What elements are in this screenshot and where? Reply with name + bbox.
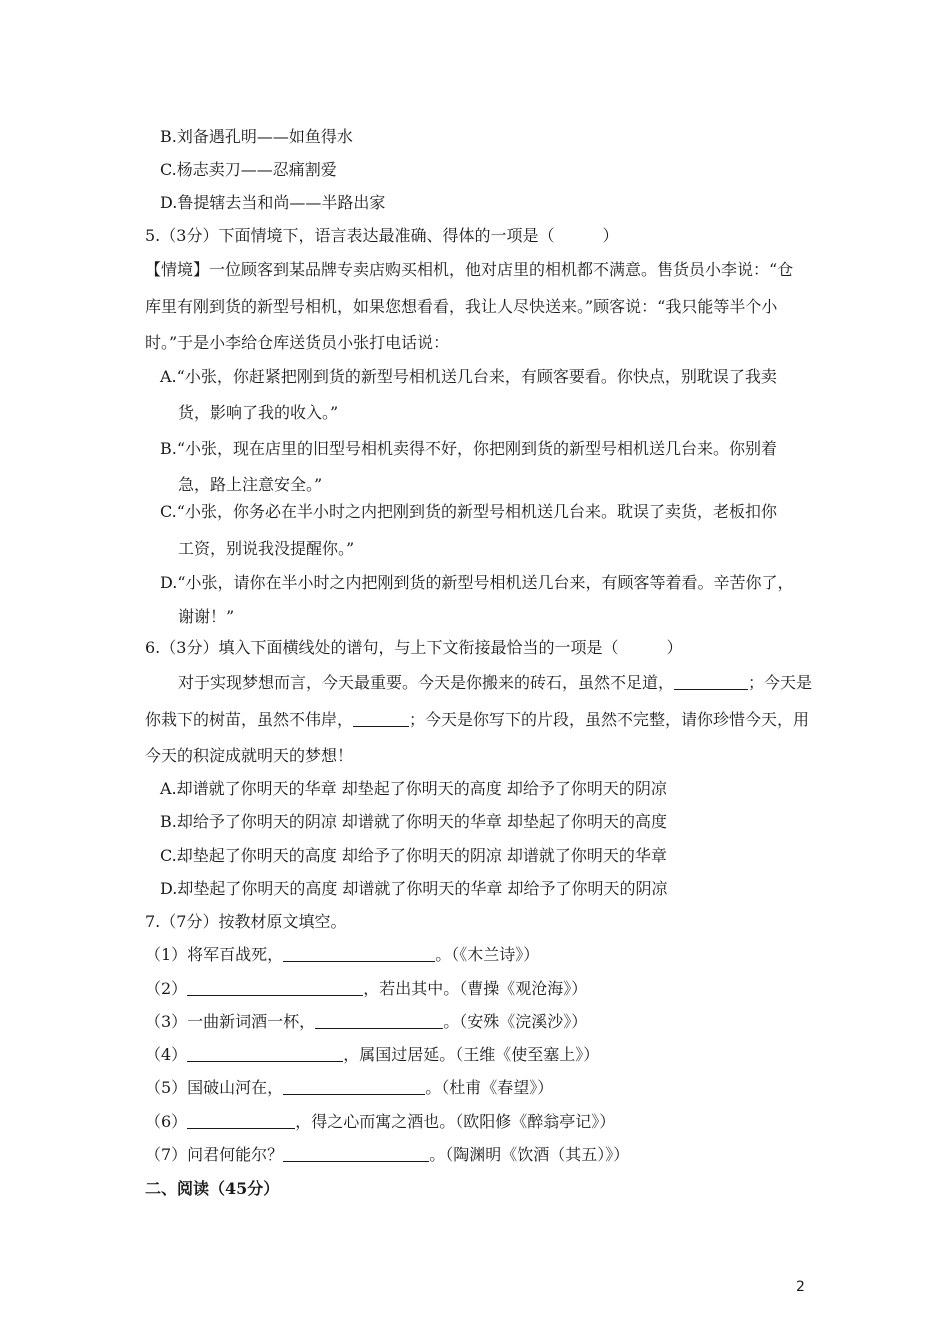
q6-blank-1[interactable]	[674, 673, 748, 690]
q7-item-1-suffix: 。（《木兰诗》）	[435, 945, 540, 964]
q7-item-6-prefix: （6）	[145, 1112, 188, 1131]
q7-item-2-blank[interactable]	[187, 979, 363, 996]
q7-item-4-suffix: ，属国过居延。（王维《使至塞上》）	[343, 1045, 600, 1064]
q6-passage-text-2b: ；今天是你写下的片段，虽然不完整，请你珍惜今天，用	[409, 710, 810, 729]
q6-blank-2[interactable]	[353, 710, 409, 727]
q6-passage-text-1a: 对于实现梦想而言，今天最重要。今天是你搬来的砖石，虽然不足道，	[178, 673, 675, 692]
q6-option-c: C.却垫起了你明天的高度 却给予了你明天的阴凉 却谱就了你明天的华章	[160, 846, 667, 865]
q7-item-7-blank[interactable]	[283, 1145, 429, 1162]
q4-option-b: B.刘备遇孔明——如鱼得水	[160, 127, 353, 146]
q7-item-2	[145, 978, 587, 1000]
q7-item-7-suffix: 。（陶渊明《饮酒（其五）》）	[429, 1145, 630, 1164]
q6-option-b: B.却给予了你明天的阴凉 却谱就了你明天的华章 却垫起了你明天的高度	[160, 812, 668, 831]
q4-option-c: C.杨志卖刀——忍痛割爱	[160, 160, 337, 179]
q5-context-line-3: 时。”于是小李给仓库送货员小张打电话说：	[145, 333, 450, 352]
q6-passage-line-2	[145, 709, 809, 731]
q7-item-1-blank[interactable]	[283, 945, 435, 962]
q5-stem: 5.（3分）下面情境下，语言表达最准确、得体的一项是（ ）	[145, 226, 619, 245]
q6-passage-line-3: 今天的积淀成就明天的梦想！	[145, 746, 354, 765]
q6-stem: 6.（3分）填入下面横线处的谱句，与上下文衔接最恰当的一项是（ ）	[145, 638, 683, 657]
q7-item-3-suffix: 。（安殊《浣溪沙》）	[443, 1012, 588, 1031]
q7-item-6-suffix: ，得之心而寓之酒也。（欧阳修《醉翁亭记》）	[295, 1112, 616, 1131]
q5-option-b-line-1: B.“小张，现在店里的旧型号相机卖得不好，你把刚到货的新型号相机送几台来。你别着	[160, 439, 778, 458]
q7-item-5-prefix: （5）国破山河在，	[145, 1078, 284, 1097]
q7-stem: 7.（7分）按教材原文填空。	[145, 912, 347, 931]
q6-passage-line-1	[178, 672, 812, 694]
q7-item-6	[145, 1111, 615, 1133]
q7-item-3-prefix: （3）一曲新词酒一杯，	[145, 1012, 316, 1031]
q5-option-d-line-1: D.“小张，请你在半小时之内把刚到货的新型号相机送几台来，有顾客等着看。辛苦你了，	[160, 573, 794, 592]
q5-option-a-line-2: 货，影响了我的收入。”	[178, 403, 339, 422]
q5-context-line-1: 【情境】一位顾客到某品牌专卖店购买相机，他对店里的相机都不满意。售货员小李说：“仓	[145, 260, 794, 279]
q7-item-1-prefix: （1）将军百战死，	[145, 945, 284, 964]
q7-item-3	[145, 1011, 587, 1033]
q6-option-a: A.却谱就了你明天的华章 却垫起了你明天的高度 却给予了你明天的阴凉	[160, 779, 667, 798]
q6-passage-text-2a: 你栽下的树苗，虽然不伟岸，	[145, 710, 354, 729]
q7-item-7-prefix: （7）问君何能尔？	[145, 1145, 284, 1164]
section-2-heading: 二、阅读（45分）	[145, 1179, 280, 1198]
q7-item-4-blank[interactable]	[187, 1045, 343, 1062]
q7-item-5-blank[interactable]	[283, 1078, 425, 1095]
q7-item-3-blank[interactable]	[315, 1012, 443, 1029]
q7-item-2-suffix: ，若出其中。（曹操《观沧海》）	[363, 979, 588, 998]
q5-option-b-line-2: 急，路上注意安全。”	[178, 475, 323, 494]
q7-item-5-suffix: 。（杜甫《春望》）	[425, 1078, 554, 1097]
q7-item-2-prefix: （2）	[145, 979, 188, 998]
q7-item-6-blank[interactable]	[187, 1112, 295, 1129]
q5-option-d-line-2: 谢谢！”	[178, 607, 235, 626]
q6-passage-text-1b: ；今天是	[748, 673, 813, 692]
q7-item-7	[145, 1144, 629, 1166]
page-number: 2	[796, 1279, 805, 1295]
q5-option-c-line-2: 工资，别说我没提醒你。”	[178, 539, 355, 558]
q6-option-d: D.却垫起了你明天的高度 却谱就了你明天的华章 却给予了你明天的阴凉	[160, 879, 668, 898]
q7-item-4-prefix: （4）	[145, 1045, 188, 1064]
q5-option-c-line-1: C.“小张，你务必在半小时之内把刚到货的新型号相机送几台来。耽误了卖货，老板扣你	[160, 502, 777, 521]
q7-item-4	[145, 1044, 599, 1066]
q5-option-a-line-1: A.“小张，你赶紧把刚到货的新型号相机送几台来，有顾客要看。你快点，别耽误了我卖	[160, 367, 777, 386]
q7-item-5	[145, 1077, 553, 1099]
q4-option-d: D.鲁提辖去当和尚——半路出家	[160, 193, 386, 212]
q5-context-line-2: 库里有刚到货的新型号相机，如果您想看看，我让人尽快送来。”顾客说：“我只能等半个小	[145, 297, 778, 316]
q7-item-1	[145, 944, 539, 966]
